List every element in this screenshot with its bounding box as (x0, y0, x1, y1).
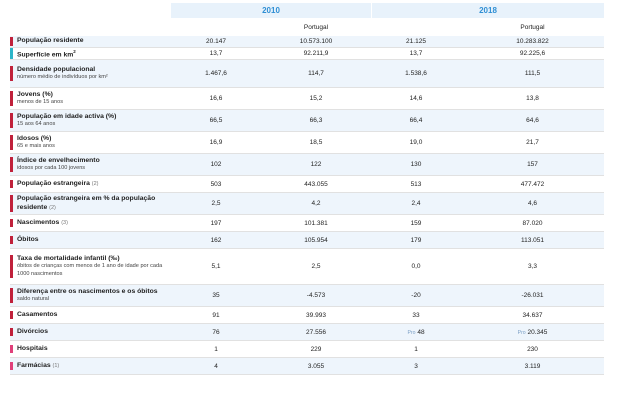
value-cell (171, 292, 261, 299)
value-text: 4,6 (527, 200, 538, 207)
row-title[interactable]: Idosos (%) (17, 134, 52, 142)
value-cell (171, 70, 261, 77)
value-text: 1.538,6 (405, 70, 427, 77)
row-label-cell (10, 287, 171, 305)
value-text: 76 (212, 328, 220, 336)
value-cell (371, 139, 461, 146)
row-label-cell (10, 112, 171, 130)
row-label[interactable] (17, 255, 171, 278)
row-title[interactable]: População estrangeira (17, 179, 90, 187)
value-cell (171, 200, 261, 207)
value-text: 111,5 (524, 70, 541, 77)
value-text: 443.055 (304, 180, 328, 188)
value-text: 34.637 (522, 311, 543, 319)
value-cell (261, 292, 371, 299)
row-label[interactable] (17, 66, 108, 82)
value-text: 18,5 (309, 139, 323, 146)
value-cell (461, 312, 604, 319)
row-title-superscript: 2 (73, 48, 76, 54)
value-cell (461, 220, 604, 227)
row-subtitle: número médio de indivíduos por km² (17, 73, 108, 80)
value-text: 10.283.822 (516, 38, 549, 45)
value-text: 87.020 (522, 219, 543, 227)
country-header (171, 20, 604, 34)
value-text: 179 (410, 236, 422, 244)
value-cell (171, 95, 261, 102)
table-row (10, 132, 604, 154)
value-text: 130 (410, 161, 422, 168)
value-cell (261, 181, 371, 188)
value-text: 92.225,6 (519, 50, 546, 57)
table-row (10, 110, 604, 132)
value-cell (461, 363, 604, 370)
table-row (10, 307, 604, 324)
value-text: 39.993 (306, 311, 326, 319)
value-text: 20.147 (206, 38, 226, 45)
table-row (10, 176, 604, 193)
row-label-cell (10, 194, 171, 212)
value-cell (461, 200, 604, 207)
value-text: 21.125 (406, 38, 426, 45)
value-text: 64,6 (526, 117, 539, 124)
value-cell (461, 292, 604, 299)
row-title[interactable]: Nascimentos (17, 218, 60, 226)
category-marker (10, 48, 13, 59)
value-cell (261, 363, 371, 370)
value-cell (461, 263, 604, 270)
table-row (10, 358, 604, 375)
category-marker (10, 91, 13, 107)
category-marker (10, 255, 13, 278)
value-cell (371, 95, 461, 102)
table-row (10, 88, 604, 110)
row-label-cell (10, 47, 171, 60)
value-cell (171, 139, 261, 146)
value-cell (171, 237, 261, 244)
value-cell (171, 346, 261, 353)
value-text: 159 (410, 219, 422, 227)
table-row (10, 249, 604, 285)
value-text: 122 (310, 161, 322, 168)
year-2010-header[interactable]: 2010 (171, 3, 371, 18)
value-cell (371, 329, 461, 336)
value-text: 66,5 (209, 117, 223, 124)
value-cell (261, 200, 371, 207)
value-cell (371, 346, 461, 353)
row-label[interactable] (17, 135, 55, 151)
value-text: 157 (527, 161, 538, 168)
value-cell (261, 220, 371, 227)
value-cell (261, 346, 371, 353)
row-label-cell (10, 361, 171, 371)
category-marker (10, 37, 13, 45)
value-text: 3.055 (307, 362, 325, 370)
value-cell (461, 329, 604, 336)
table-row (10, 154, 604, 176)
category-marker (10, 135, 13, 151)
value-text: 197 (210, 219, 222, 227)
row-label[interactable] (17, 37, 83, 45)
value-cell (261, 161, 371, 168)
value-cell (261, 95, 371, 102)
value-cell (461, 346, 604, 353)
value-text: 66,4 (409, 117, 423, 124)
value-cell (171, 117, 261, 124)
row-label-cell (10, 310, 171, 320)
row-label[interactable] (17, 311, 57, 319)
year-header (171, 3, 604, 18)
value-text: 33 (412, 311, 420, 319)
value-text: 101.381 (304, 219, 328, 227)
value-text: 477.472 (520, 180, 545, 188)
value-cell (261, 263, 371, 270)
value-text: 102 (210, 161, 222, 168)
value-text: 162 (210, 236, 222, 244)
value-text: 15,2 (309, 95, 323, 102)
table-row (10, 215, 604, 232)
table-row (10, 60, 604, 88)
value-text: 20.345 (527, 328, 548, 336)
row-title[interactable]: Óbitos (17, 235, 39, 243)
value-cell (371, 220, 461, 227)
value-cell (171, 312, 261, 319)
value-text: 230 (527, 345, 538, 353)
value-text: 3.119 (524, 362, 541, 370)
value-text: 1 (414, 345, 418, 353)
value-cell (261, 50, 371, 57)
country-label-2018: Portugal (520, 23, 545, 31)
row-subtitle: saldo natural (17, 295, 50, 302)
category-marker (10, 195, 13, 211)
value-text: -26.031 (521, 292, 544, 299)
provisional-badge: Pro (407, 329, 416, 336)
category-marker (10, 311, 13, 319)
value-text: 2,5 (211, 200, 221, 207)
footnote-ref[interactable]: (3) (61, 219, 68, 226)
value-cell (261, 329, 371, 336)
category-marker (10, 345, 13, 353)
value-cell (461, 50, 604, 57)
value-text: -20 (411, 292, 421, 299)
row-label[interactable] (17, 91, 63, 107)
row-label[interactable] (17, 328, 48, 336)
row-label[interactable] (17, 288, 158, 304)
value-cell (461, 38, 604, 45)
row-title[interactable]: Divórcios (17, 327, 48, 335)
value-cell (171, 50, 261, 57)
value-text: 92.211,9 (303, 50, 329, 57)
table-row (10, 232, 604, 249)
row-title[interactable]: Índice de envelhecimento (17, 156, 100, 164)
row-label-cell (10, 36, 171, 46)
value-text: 35 (212, 292, 220, 299)
row-subtitle: 15 aos 64 anos (17, 120, 56, 127)
value-cell (261, 139, 371, 146)
value-text: 114,7 (308, 70, 324, 77)
row-label[interactable] (17, 48, 76, 59)
row-label[interactable] (17, 157, 100, 173)
category-marker (10, 66, 13, 82)
value-cell (371, 50, 461, 57)
table-row (10, 48, 604, 60)
year-2018-header[interactable]: 2018 (372, 3, 604, 18)
value-cell (461, 139, 604, 146)
value-text: 4,2 (311, 200, 321, 207)
category-marker (10, 157, 13, 173)
value-text: 229 (310, 345, 322, 353)
value-text: 66,3 (309, 117, 323, 124)
value-cell (171, 329, 261, 336)
value-cell (461, 237, 604, 244)
value-text: 5,1 (211, 263, 221, 270)
row-label[interactable] (17, 180, 99, 188)
table-row (10, 324, 604, 341)
value-text: 13,7 (209, 50, 223, 57)
row-label-cell (10, 254, 171, 279)
row-label-cell (10, 65, 171, 83)
row-label-cell (10, 327, 171, 337)
value-cell (461, 181, 604, 188)
value-text: 48 (417, 328, 425, 336)
value-text: 27.556 (306, 328, 326, 336)
row-label-cell (10, 218, 171, 228)
category-marker (10, 180, 13, 188)
value-cell (171, 363, 261, 370)
category-marker (10, 219, 13, 227)
row-title[interactable]: Hospitais (17, 344, 48, 352)
row-label[interactable] (17, 113, 116, 129)
value-cell (171, 220, 261, 227)
value-cell (371, 38, 461, 45)
value-cell (371, 263, 461, 270)
value-cell (261, 237, 371, 244)
value-text: 91 (212, 311, 220, 319)
table-row (10, 285, 604, 307)
indicator-rows (10, 36, 604, 375)
value-cell (461, 70, 604, 77)
row-label-cell (10, 156, 171, 174)
value-text: 513 (410, 180, 422, 188)
value-text: 0,0 (411, 263, 421, 270)
footnote-ref[interactable]: (1) (52, 362, 60, 369)
table-row (10, 341, 604, 358)
value-cell (371, 70, 461, 77)
row-subtitle: menos de 15 anos (17, 98, 64, 105)
value-cell (261, 117, 371, 124)
value-cell (461, 161, 604, 168)
value-cell (461, 117, 604, 124)
value-text: -4.573 (306, 292, 326, 299)
value-cell (371, 161, 461, 168)
category-marker (10, 113, 13, 129)
row-label-cell (10, 134, 171, 152)
row-title[interactable]: Taxa de mortalidade infantil (‰) (17, 254, 120, 262)
row-label[interactable] (17, 219, 68, 227)
row-title[interactable]: Densidade populacional (17, 65, 96, 73)
row-label-cell (10, 344, 171, 354)
value-cell (371, 237, 461, 244)
value-text: 16,9 (209, 139, 223, 146)
value-cell (371, 363, 461, 370)
row-title[interactable]: Diferença entre os nascimentos e os óbitos (17, 287, 158, 295)
category-marker (10, 362, 13, 370)
footnote-ref[interactable]: (2) (49, 204, 56, 211)
row-title[interactable]: População residente (17, 37, 84, 45)
value-text: 105.954 (304, 236, 328, 244)
category-marker (10, 288, 13, 304)
row-subtitle: idosos por cada 100 jovens (17, 164, 86, 171)
value-text: 16,6 (209, 95, 223, 102)
value-cell (261, 70, 371, 77)
row-label-cell (10, 235, 171, 245)
provisional-badge: Pro (517, 329, 526, 336)
row-label[interactable] (17, 195, 171, 211)
row-title[interactable]: Jovens (%) (17, 90, 53, 98)
value-cell (371, 292, 461, 299)
row-label[interactable] (17, 236, 39, 244)
value-cell (371, 181, 461, 188)
value-text: 4 (214, 362, 218, 370)
row-title[interactable]: População estrangeira em % da população residente (17, 195, 156, 211)
category-marker (10, 236, 13, 244)
row-label[interactable] (17, 362, 59, 370)
row-title[interactable]: Superfície em km (17, 51, 74, 59)
value-cell (171, 181, 261, 188)
footnote-ref[interactable]: (2) (91, 180, 99, 187)
value-text: 2,5 (311, 263, 321, 270)
value-text: 13,8 (526, 95, 539, 102)
value-text: 113.051 (520, 236, 544, 244)
row-title[interactable]: Casamentos (17, 310, 58, 318)
value-text: 10.573.100 (299, 38, 333, 45)
table-row (10, 193, 604, 215)
value-text: 1.467,6 (205, 70, 227, 77)
row-title[interactable]: Farmácias (17, 361, 51, 369)
value-cell (171, 161, 261, 168)
row-label[interactable] (17, 345, 48, 353)
category-marker (10, 328, 13, 336)
row-label-cell (10, 90, 171, 108)
value-text: 3 (414, 362, 418, 370)
value-text: 14,6 (409, 95, 423, 102)
value-cell (261, 38, 371, 45)
value-cell (261, 312, 371, 319)
value-cell (371, 200, 461, 207)
row-subtitle: 65 e mais anos (17, 142, 55, 149)
row-subtitle: óbitos de crianças com menos de 1 ano de idade por cada 1000 nascimentos (17, 263, 163, 277)
value-text: 19,0 (409, 139, 423, 146)
value-cell (371, 117, 461, 124)
value-cell (461, 95, 604, 102)
value-text: 21,7 (526, 139, 539, 146)
row-title[interactable]: População em idade activa (%) (17, 112, 117, 120)
value-cell (171, 38, 261, 45)
value-cell (371, 312, 461, 319)
value-text: 503 (210, 180, 222, 188)
value-text: 2,4 (411, 200, 421, 207)
row-label-cell (10, 179, 171, 189)
value-text: 13,7 (409, 50, 423, 57)
value-text: 3,3 (527, 263, 538, 270)
country-label-2010: Portugal (303, 23, 329, 31)
value-cell (171, 263, 261, 270)
value-text: 1 (214, 345, 218, 353)
